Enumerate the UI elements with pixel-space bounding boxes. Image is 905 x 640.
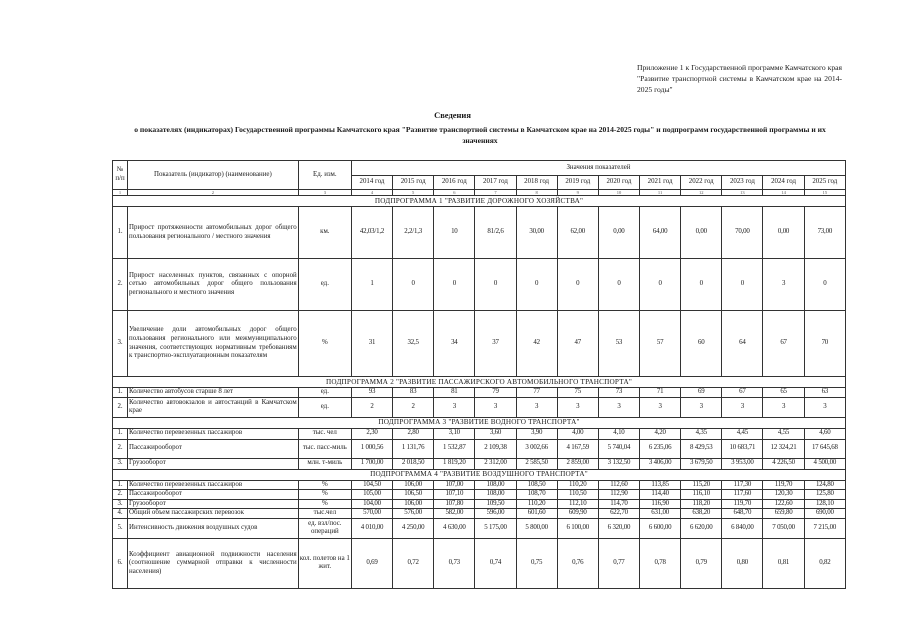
value-cell: 0,77 — [598, 538, 639, 588]
indicator-name: Пассажирооборот — [128, 490, 299, 500]
unit-cell: кол. полетов на 1 жит. — [298, 538, 351, 588]
row-number: 1. — [113, 480, 128, 490]
value-cell: 0 — [640, 259, 681, 311]
row-number: 2. — [113, 490, 128, 500]
value-cell: 8 429,53 — [681, 439, 722, 458]
value-cell: 110,20 — [516, 499, 557, 509]
unit-cell: % — [298, 499, 351, 509]
value-cell: 107,00 — [434, 480, 475, 490]
value-cell: 73 — [598, 388, 639, 398]
header-year: 2022 год — [681, 176, 722, 190]
value-cell: 110,20 — [557, 480, 598, 490]
value-cell: 570,00 — [351, 509, 392, 519]
value-cell: 0 — [598, 259, 639, 311]
value-cell: 117,30 — [722, 480, 763, 490]
value-cell: 3 679,50 — [681, 458, 722, 469]
value-cell: 3,60 — [475, 428, 516, 439]
value-cell: 108,50 — [516, 480, 557, 490]
table-row — [113, 311, 846, 377]
value-cell: 106,00 — [393, 480, 434, 490]
value-cell: 2,2/1,3 — [393, 207, 434, 259]
value-cell: 4 167,59 — [557, 439, 598, 458]
value-cell: 106,50 — [393, 490, 434, 500]
value-cell: 4,60 — [804, 428, 845, 439]
indicator-name: Общий объем пассажирских перевозок — [128, 509, 299, 519]
subprogram-title: ПОДПРОГРАММА 1 "РАЗВИТИЕ ДОРОЖНОГО ХОЗЯЙСТВА" — [113, 196, 846, 207]
value-cell: 3 — [475, 397, 516, 417]
unit-cell: ед. — [298, 259, 351, 311]
header-year: 2020 год — [598, 176, 639, 190]
value-cell: 0 — [722, 259, 763, 311]
value-cell: 106,00 — [393, 499, 434, 509]
row-number: 4. — [113, 509, 128, 519]
value-cell: 1 819,20 — [434, 458, 475, 469]
value-cell: 69 — [681, 388, 722, 398]
row-number: 2. — [113, 259, 128, 311]
column-index: 5 — [393, 190, 434, 196]
column-index: 9 — [557, 190, 598, 196]
table-row — [113, 397, 846, 417]
header-year: 2024 год — [763, 176, 804, 190]
appendix-note: Приложение 1 к Государственной программе Камчатского края "Развитие транспортной системы в Камчатском крае на 2014-2025 годы" — [637, 63, 842, 94]
value-cell: 2 312,00 — [475, 458, 516, 469]
value-cell: 1 — [351, 259, 392, 311]
value-cell: 648,70 — [722, 509, 763, 519]
value-cell: 5 800,00 — [516, 518, 557, 538]
table-row — [113, 509, 846, 519]
row-number: 2. — [113, 397, 128, 417]
value-cell: 3 — [640, 397, 681, 417]
value-cell: 105,00 — [351, 490, 392, 500]
unit-cell: % — [298, 480, 351, 490]
value-cell: 1 700,00 — [351, 458, 392, 469]
value-cell: 690,00 — [804, 509, 845, 519]
row-number: 3. — [113, 311, 128, 377]
value-cell: 4 010,00 — [351, 518, 392, 538]
row-number: 2. — [113, 439, 128, 458]
value-cell: 0 — [516, 259, 557, 311]
value-cell: 2,30 — [351, 428, 392, 439]
value-cell: 108,00 — [475, 480, 516, 490]
column-index: 4 — [351, 190, 392, 196]
column-index: 10 — [598, 190, 639, 196]
value-cell: 576,00 — [393, 509, 434, 519]
value-cell: 0 — [804, 259, 845, 311]
value-cell: 116,10 — [681, 490, 722, 500]
value-cell: 104,50 — [351, 480, 392, 490]
header-year: 2015 год — [393, 176, 434, 190]
value-cell: 0,81 — [763, 538, 804, 588]
value-cell: 4,35 — [681, 428, 722, 439]
indicator-name: Коэффициент авиационной подвижности населения (соотношение суммарной отправки к численности населения) — [128, 538, 299, 588]
value-cell: 0,69 — [351, 538, 392, 588]
row-number: 5. — [113, 518, 128, 538]
value-cell: 3 132,50 — [598, 458, 639, 469]
value-cell: 107,80 — [434, 499, 475, 509]
value-cell: 47 — [557, 311, 598, 377]
value-cell: 114,40 — [640, 490, 681, 500]
subprogram-title: ПОДПРОГРАММА 2 "РАЗВИТИЕ ПАССАЖИРСКОГО АВТОМОБИЛЬНОГО ТРАНСПОРТА" — [113, 377, 846, 388]
unit-cell: млн. т-миль — [298, 458, 351, 469]
column-index: 12 — [681, 190, 722, 196]
header-year: 2021 год — [640, 176, 681, 190]
value-cell: 70 — [804, 311, 845, 377]
value-cell: 596,00 — [475, 509, 516, 519]
value-cell: 3 — [557, 397, 598, 417]
value-cell: 609,90 — [557, 509, 598, 519]
value-cell: 10 683,71 — [722, 439, 763, 458]
value-cell: 3 — [434, 397, 475, 417]
value-cell: 53 — [598, 311, 639, 377]
value-cell: 1 131,76 — [393, 439, 434, 458]
value-cell: 128,10 — [804, 499, 845, 509]
table-row — [113, 458, 846, 469]
value-cell: 1 000,56 — [351, 439, 392, 458]
table-row — [113, 388, 846, 398]
value-cell: 67 — [763, 311, 804, 377]
table-row — [113, 538, 846, 588]
value-cell: 108,70 — [516, 490, 557, 500]
value-cell: 42,03/1,2 — [351, 207, 392, 259]
value-cell: 104,00 — [351, 499, 392, 509]
value-cell: 110,50 — [557, 490, 598, 500]
subprogram-title: ПОДПРОГРАММА 4 "РАЗВИТИЕ ВОЗДУШНОГО ТРАНСПОРТА" — [113, 469, 846, 480]
value-cell: 60 — [681, 311, 722, 377]
subprogram-title: ПОДПРОГРАММА 3 "РАЗВИТИЕ ВОДНОГО ТРАНСПОРТА" — [113, 417, 846, 428]
value-cell: 79 — [475, 388, 516, 398]
value-cell: 7 215,00 — [804, 518, 845, 538]
value-cell: 81 — [434, 388, 475, 398]
value-cell: 81/2,6 — [475, 207, 516, 259]
column-index: 2 — [128, 190, 299, 196]
unit-cell: ед. — [298, 397, 351, 417]
value-cell: 6 100,00 — [557, 518, 598, 538]
value-cell: 6 235,06 — [640, 439, 681, 458]
value-cell: 1 532,87 — [434, 439, 475, 458]
document-title: Сведения — [434, 110, 471, 120]
value-cell: 6 620,00 — [681, 518, 722, 538]
document-subtitle: о показателях (индикаторах) Государственной программы Камчатского края "Развитие транспортной системы в Камчатском крае на 2014-2025 годы" и подпрограмм государственной программы и их значениях — [134, 125, 826, 145]
unit-cell: ед. — [298, 388, 351, 398]
table-row — [113, 499, 846, 509]
indicator-name: Прирост населенных пунктов, связанных с опорной сетью автомобильных дорог общего пользования регионального и местного значения — [128, 259, 299, 311]
value-cell: 31 — [351, 311, 392, 377]
column-index: 6 — [434, 190, 475, 196]
row-number: 3. — [113, 458, 128, 469]
column-index: 14 — [763, 190, 804, 196]
value-cell: 0,72 — [393, 538, 434, 588]
value-cell: 659,80 — [763, 509, 804, 519]
value-cell: 77 — [516, 388, 557, 398]
value-cell: 109,50 — [475, 499, 516, 509]
indicators-table — [112, 160, 846, 589]
value-cell: 67 — [722, 388, 763, 398]
header-indicator: Показатель (индикатор) (наименование) — [128, 161, 299, 190]
unit-cell: % — [298, 490, 351, 500]
column-index: 7 — [475, 190, 516, 196]
value-cell: 3 — [681, 397, 722, 417]
value-cell: 113,85 — [640, 480, 681, 490]
row-number: 6. — [113, 538, 128, 588]
header-year: 2025 год — [804, 176, 845, 190]
value-cell: 4,45 — [722, 428, 763, 439]
value-cell: 120,30 — [763, 490, 804, 500]
indicator-name: Прирост протяженности автомобильных дорог общего пользования регионального / местного значения — [128, 207, 299, 259]
unit-cell: тыс. пасс-миль — [298, 439, 351, 458]
value-cell: 30,00 — [516, 207, 557, 259]
header-unit: Ед. изм. — [298, 161, 351, 190]
value-cell: 93 — [351, 388, 392, 398]
value-cell: 3 — [804, 397, 845, 417]
value-cell: 5 740,04 — [598, 439, 639, 458]
value-cell: 0,00 — [681, 207, 722, 259]
header-year: 2016 год — [434, 176, 475, 190]
value-cell: 0,80 — [722, 538, 763, 588]
value-cell: 3 — [516, 397, 557, 417]
value-cell: 108,00 — [475, 490, 516, 500]
value-cell: 42 — [516, 311, 557, 377]
column-index: 13 — [722, 190, 763, 196]
unit-cell: км. — [298, 207, 351, 259]
value-cell: 62,00 — [557, 207, 598, 259]
value-cell: 64 — [722, 311, 763, 377]
value-cell: 3 002,66 — [516, 439, 557, 458]
value-cell: 122,60 — [763, 499, 804, 509]
value-cell: 582,00 — [434, 509, 475, 519]
value-cell: 2 018,50 — [393, 458, 434, 469]
value-cell: 17 645,68 — [804, 439, 845, 458]
value-cell: 57 — [640, 311, 681, 377]
value-cell: 6 600,00 — [640, 518, 681, 538]
value-cell: 0,79 — [681, 538, 722, 588]
value-cell: 2 859,00 — [557, 458, 598, 469]
column-index: 11 — [640, 190, 681, 196]
value-cell: 119,70 — [722, 499, 763, 509]
value-cell: 115,20 — [681, 480, 722, 490]
value-cell: 3,90 — [516, 428, 557, 439]
header-year: 2018 год — [516, 176, 557, 190]
value-cell: 107,10 — [434, 490, 475, 500]
header-year: 2014 год — [351, 176, 392, 190]
value-cell: 6 320,00 — [598, 518, 639, 538]
value-cell: 34 — [434, 311, 475, 377]
value-cell: 116,90 — [640, 499, 681, 509]
row-number: 1. — [113, 207, 128, 259]
value-cell: 0,74 — [475, 538, 516, 588]
unit-cell: ед. взл/пос. операций — [298, 518, 351, 538]
value-cell: 2 585,50 — [516, 458, 557, 469]
value-cell: 0 — [434, 259, 475, 311]
column-index: 15 — [804, 190, 845, 196]
value-cell: 3 406,00 — [640, 458, 681, 469]
value-cell: 6 840,00 — [722, 518, 763, 538]
indicator-name: Количество перевезенных пассажиров — [128, 428, 299, 439]
table-row — [113, 207, 846, 259]
value-cell: 4 250,00 — [393, 518, 434, 538]
header-num: № п/п — [113, 161, 128, 190]
value-cell: 12 324,21 — [763, 439, 804, 458]
value-cell: 3 953,00 — [722, 458, 763, 469]
value-cell: 0,78 — [640, 538, 681, 588]
value-cell: 2 109,38 — [475, 439, 516, 458]
value-cell: 4,00 — [557, 428, 598, 439]
value-cell: 4 630,00 — [434, 518, 475, 538]
indicator-name: Количество автовокзалов и автостанций в Камчатском крае — [128, 397, 299, 417]
value-cell: 75 — [557, 388, 598, 398]
row-number: 1. — [113, 388, 128, 398]
value-cell: 622,70 — [598, 509, 639, 519]
table-row — [113, 439, 846, 458]
value-cell: 0,82 — [804, 538, 845, 588]
value-cell: 2 — [351, 397, 392, 417]
value-cell: 112,10 — [557, 499, 598, 509]
value-cell: 3 — [722, 397, 763, 417]
value-cell: 4 500,00 — [804, 458, 845, 469]
value-cell: 0 — [393, 259, 434, 311]
header-year: 2023 год — [722, 176, 763, 190]
indicator-name: Интенсивность движения воздушных судов — [128, 518, 299, 538]
value-cell: 10 — [434, 207, 475, 259]
value-cell: 4,10 — [598, 428, 639, 439]
table-row — [113, 259, 846, 311]
value-cell: 125,80 — [804, 490, 845, 500]
indicator-name: Количество автобусов старше 8 лет — [128, 388, 299, 398]
table-row — [113, 480, 846, 490]
value-cell: 64,00 — [640, 207, 681, 259]
value-cell: 7 050,00 — [763, 518, 804, 538]
value-cell: 0,00 — [763, 207, 804, 259]
value-cell: 2,80 — [393, 428, 434, 439]
value-cell: 601,60 — [516, 509, 557, 519]
value-cell: 63 — [804, 388, 845, 398]
indicator-name: Грузооборот — [128, 458, 299, 469]
value-cell: 37 — [475, 311, 516, 377]
value-cell: 3 — [763, 397, 804, 417]
header-year: 2019 год — [557, 176, 598, 190]
table-row — [113, 518, 846, 538]
unit-cell: тыс. чел — [298, 428, 351, 439]
value-cell: 83 — [393, 388, 434, 398]
value-cell: 0 — [557, 259, 598, 311]
value-cell: 114,70 — [598, 499, 639, 509]
column-index: 8 — [516, 190, 557, 196]
value-cell: 70,00 — [722, 207, 763, 259]
value-cell: 118,20 — [681, 499, 722, 509]
value-cell: 0 — [475, 259, 516, 311]
value-cell: 0,73 — [434, 538, 475, 588]
value-cell: 3,10 — [434, 428, 475, 439]
column-index: 1 — [113, 190, 128, 196]
indicator-name: Грузооборот — [128, 499, 299, 509]
value-cell: 119,70 — [763, 480, 804, 490]
value-cell: 5 175,00 — [475, 518, 516, 538]
value-cell: 4,55 — [763, 428, 804, 439]
value-cell: 3 — [763, 259, 804, 311]
value-cell: 32,5 — [393, 311, 434, 377]
value-cell: 638,20 — [681, 509, 722, 519]
indicator-name: Увеличение доли автомобильных дорог общего пользования регионального или межмуниципального значения, соответствующих нормативным требованиям к транспортно-эксплуатационным показателям — [128, 311, 299, 377]
value-cell: 0,00 — [598, 207, 639, 259]
value-cell: 124,80 — [804, 480, 845, 490]
row-number: 1. — [113, 428, 128, 439]
header-values: Значения показателей — [351, 161, 845, 176]
row-number: 3. — [113, 499, 128, 509]
value-cell: 0,75 — [516, 538, 557, 588]
table-row — [113, 490, 846, 500]
value-cell: 112,90 — [598, 490, 639, 500]
value-cell: 112,60 — [598, 480, 639, 490]
table-row — [113, 428, 846, 439]
indicator-name: Пассажирооборот — [128, 439, 299, 458]
value-cell: 2 — [393, 397, 434, 417]
value-cell: 73,00 — [804, 207, 845, 259]
unit-cell: тыс.чел — [298, 509, 351, 519]
value-cell: 65 — [763, 388, 804, 398]
header-year: 2017 год — [475, 176, 516, 190]
value-cell: 0 — [681, 259, 722, 311]
value-cell: 3 — [598, 397, 639, 417]
value-cell: 71 — [640, 388, 681, 398]
column-index: 3 — [298, 190, 351, 196]
value-cell: 117,60 — [722, 490, 763, 500]
value-cell: 631,00 — [640, 509, 681, 519]
unit-cell: % — [298, 311, 351, 377]
value-cell: 4,20 — [640, 428, 681, 439]
indicator-name: Количество перевезенных пассажиров — [128, 480, 299, 490]
value-cell: 0,76 — [557, 538, 598, 588]
value-cell: 4 226,50 — [763, 458, 804, 469]
